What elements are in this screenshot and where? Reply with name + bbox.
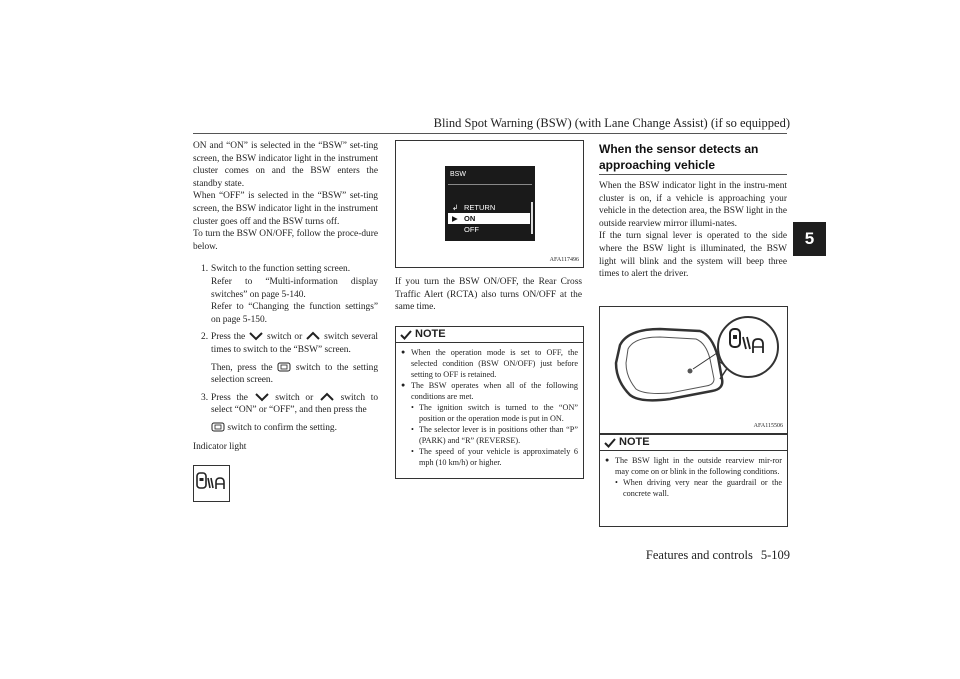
bullet-icon: ● (401, 381, 406, 389)
note-title: NOTE (415, 328, 446, 340)
note-box: NOTE ● The BSW light in the outside rearview mir-ror may come on or blink in the following conditions. • When driving very near the guardrail or the concrete wall. (599, 434, 788, 527)
figure-code: AFA115506 (753, 423, 783, 429)
outside-mirror-illustration (600, 307, 787, 433)
selection-triangle-icon: ▶ (452, 214, 458, 223)
indicator-light-figure (193, 465, 230, 502)
menu-item-label: ON (464, 214, 476, 223)
down-chevron-icon (254, 392, 270, 402)
step-1: 1. Switch to the function setting screen. Refer to “Multi-information display switches” on page 5-140. Refer to “Changing the function settings” on page 5-150. (201, 264, 378, 325)
up-chevron-icon (305, 331, 321, 341)
step-2: 2. Press the switch or switch several times to switch to the “BSW” screen. Then, press the switch to the setting selection screen. (201, 332, 379, 386)
running-footer (430, 548, 790, 563)
section-heading: When the sensor detects an approaching vehicle (599, 142, 759, 172)
scrollbar (531, 202, 533, 234)
header-rule (193, 133, 787, 134)
menu-item-label: OFF (464, 225, 479, 234)
checkmark-icon (400, 330, 412, 340)
down-chevron-icon (248, 331, 264, 341)
figure-code: AFA117496 (549, 257, 579, 263)
settings-menu (448, 202, 530, 235)
paragraph: ON and “ON” is selected in the “BSW” set-ting screen, the BSW indicator light in the instrument cluster comes on and the BSW enters the standby state. (193, 141, 378, 189)
chapter-tab: 5 (793, 222, 826, 256)
bullet-icon: ● (401, 348, 406, 356)
bsw-screen-figure (395, 140, 584, 268)
running-header-title: Blind Spot Warning (BSW) (with Lane Change Assist) (if so equipped) (433, 116, 790, 130)
enter-switch-icon (211, 422, 225, 432)
right-column (599, 180, 787, 281)
menu-item-label: RETURN (464, 203, 496, 212)
mirror-figure (599, 306, 788, 434)
paragraph: To turn the BSW ON/OFF, follow the proce-dure below. (193, 229, 378, 252)
page-number: 5-109 (760, 548, 790, 562)
paragraph: If the turn signal lever is operated to the side where the BSW light is illuminated, the BSW light will blink and the system will beep three times to alert the driver. (599, 231, 787, 280)
note-title: NOTE (619, 436, 650, 448)
bsw-indicator-icon (194, 466, 229, 501)
heading-rule (599, 174, 787, 175)
indicator-label: Indicator light (193, 442, 247, 453)
step-3: 3. Press the switch or switch to select “ON” or “OFF”, and then press the switch to confirm the setting. (201, 392, 379, 433)
section-name: Features and controls (645, 548, 753, 562)
middle-column (395, 276, 582, 314)
screen-title: BSW (450, 171, 466, 178)
enter-switch-icon (277, 362, 291, 372)
up-chevron-icon (319, 392, 335, 402)
menu-item (448, 213, 530, 224)
display-screen (445, 166, 535, 241)
bullet-icon: ● (605, 456, 610, 464)
menu-item (448, 202, 530, 213)
menu-item (448, 224, 530, 235)
left-column (193, 140, 378, 454)
checkmark-icon (604, 438, 616, 448)
paragraph: When “OFF” is selected in the “BSW” set-ting screen, the BSW indicator light in the instrument cluster goes off and the BSW turns off. (193, 191, 378, 227)
note-box: NOTE ● When the operation mode is set to OFF, the selected condition (BSW ON/OFF) just before setting to OFF is retained. ● The BSW operates when all of the following conditions are met. • The ignition switch is turned to the “ON” position or the operation mode is put in ON. • The selector lever is in positions other than “P” (PARK) and “R” (REVERSE). • The speed of your vehicle is approximately 6 mph (10 km/h) or higher. (395, 326, 584, 479)
return-arrow-icon: ↲ (452, 203, 459, 212)
paragraph: When the BSW indicator light in the instru-ment cluster is on, if a vehicle is approaching your vehicle in the detection area, the BSW light in the outside rearview mirror illumi-nates. (599, 181, 787, 229)
paragraph: If you turn the BSW ON/OFF, the Rear Cross Traffic Alert (RCTA) also turns ON/OFF at the same time. (395, 277, 582, 313)
